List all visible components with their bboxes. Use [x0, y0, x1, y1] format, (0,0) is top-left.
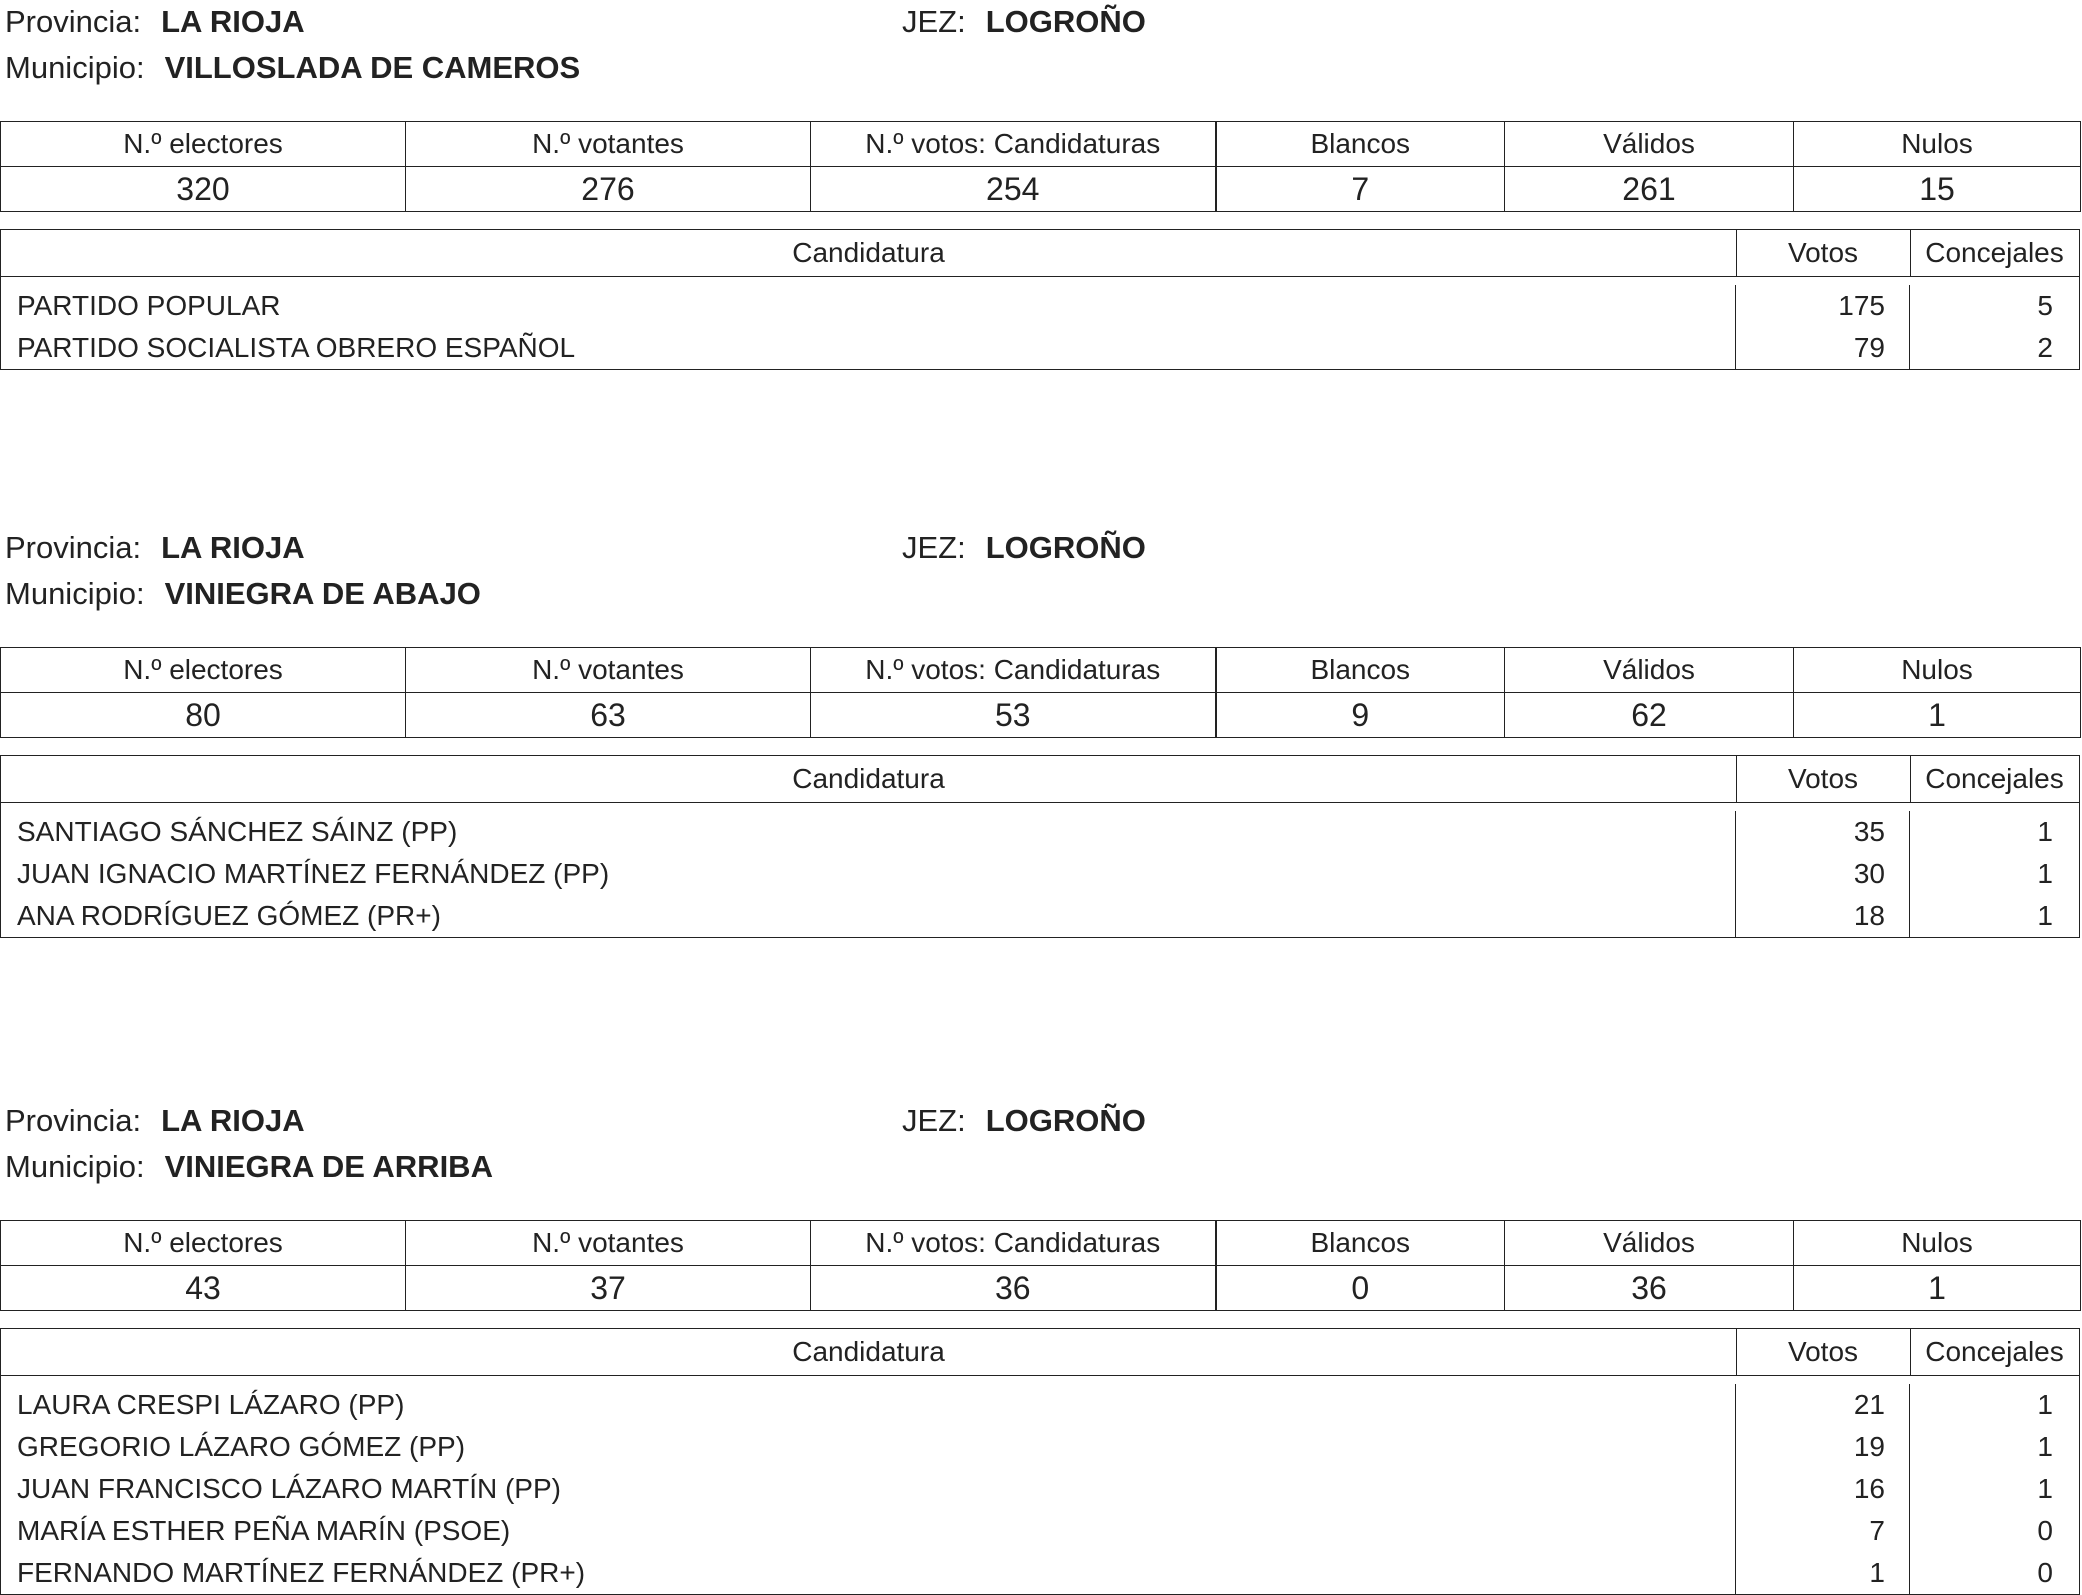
blancos-value: 7	[1216, 167, 1505, 212]
jez-value: LOGROÑO	[985, 1103, 1146, 1138]
candidatura-name: MARÍA ESTHER PEÑA MARÍN (PSOE)	[1, 1510, 1736, 1552]
provincia-label: Provincia:	[5, 530, 142, 565]
votos-header: Votos	[1736, 1329, 1911, 1375]
stats-table	[0, 121, 2081, 212]
candidatura-votos: 1	[1736, 1552, 1910, 1594]
candidatura-concejales: 1	[2037, 858, 2053, 889]
validos-header: Válidos	[1505, 648, 1794, 693]
candidatura-name: SANTIAGO SÁNCHEZ SÁINZ (PP)	[1, 811, 1736, 853]
candidatura-concejales: 1	[2037, 1389, 2053, 1420]
votantes-value: 63	[406, 693, 811, 738]
stats-header-row	[1, 1221, 2081, 1266]
votos-candidaturas-header: N.º votos: Candidaturas	[811, 648, 1216, 693]
table-row	[1, 853, 2079, 895]
table-row	[1, 895, 2079, 937]
table-row	[1, 327, 2079, 369]
validos-value: 36	[1505, 1266, 1794, 1311]
electores-header: N.º electores	[1, 648, 406, 693]
votos-candidaturas-header: N.º votos: Candidaturas	[811, 1221, 1216, 1266]
stats-table	[0, 647, 2081, 738]
candidatura-body	[1, 1376, 2079, 1594]
stats-header-row	[1, 648, 2081, 693]
stats-value-row	[1, 167, 2081, 212]
votos-candidaturas-header: N.º votos: Candidaturas	[811, 122, 1216, 167]
candidatura-votos: 18	[1736, 895, 1910, 937]
candidatura-concejales: 1	[2037, 816, 2053, 847]
validos-value: 261	[1505, 167, 1794, 212]
votos-candidaturas-value: 36	[811, 1266, 1216, 1311]
blancos-value: 0	[1216, 1266, 1505, 1311]
municipio-line	[5, 48, 580, 88]
table-row	[1, 1510, 2079, 1552]
jez-line	[902, 1101, 1146, 1141]
stats-value-row	[1, 693, 2081, 738]
candidatura-header-row	[1, 756, 2079, 803]
electores-value: 43	[1, 1266, 406, 1311]
jez-value: LOGROÑO	[985, 4, 1146, 39]
candidatura-name: LAURA CRESPI LÁZARO (PP)	[1, 1384, 1736, 1426]
votos-header: Votos	[1736, 230, 1911, 276]
candidatura-body	[1, 803, 2079, 937]
municipio-line	[5, 1147, 493, 1187]
validos-header: Válidos	[1505, 1221, 1794, 1266]
concejales-header: Concejales	[1925, 763, 2064, 794]
electores-value: 320	[1, 167, 406, 212]
candidatura-concejales: 0	[2037, 1515, 2053, 1546]
table-row	[1, 1384, 2079, 1426]
candidatura-header: Candidatura	[1, 1329, 1737, 1375]
electores-value: 80	[1, 693, 406, 738]
candidatura-votos: 19	[1736, 1426, 1910, 1468]
provincia-value: LA RIOJA	[161, 1103, 305, 1138]
candidatura-votos: 175	[1736, 285, 1910, 327]
candidatura-concejales: 1	[2037, 1431, 2053, 1462]
candidatura-name: GREGORIO LÁZARO GÓMEZ (PP)	[1, 1426, 1736, 1468]
concejales-header: Concejales	[1925, 237, 2064, 268]
nulos-header: Nulos	[1794, 122, 2081, 167]
blancos-header: Blancos	[1216, 1221, 1505, 1266]
votantes-value: 37	[406, 1266, 811, 1311]
votos-header: Votos	[1736, 756, 1911, 802]
votos-candidaturas-value: 254	[811, 167, 1216, 212]
candidatura-concejales: 2	[2037, 332, 2053, 363]
jez-line	[902, 528, 1146, 568]
concejales-header: Concejales	[1925, 1336, 2064, 1367]
municipio-value: VILLOSLADA DE CAMEROS	[164, 50, 581, 85]
provincia-label: Provincia:	[5, 1103, 142, 1138]
municipio-value: VINIEGRA DE ABAJO	[164, 576, 481, 611]
jez-label: JEZ:	[902, 1103, 966, 1138]
candidatura-name: JUAN FRANCISCO LÁZARO MARTÍN (PP)	[1, 1468, 1736, 1510]
jez-value: LOGROÑO	[985, 530, 1146, 565]
jez-line	[902, 2, 1146, 42]
candidatura-concejales: 1	[2037, 1473, 2053, 1504]
candidatura-body	[1, 277, 2079, 369]
votantes-header: N.º votantes	[406, 1221, 811, 1266]
provincia-label: Provincia:	[5, 4, 142, 39]
candidatura-name: ANA RODRÍGUEZ GÓMEZ (PR+)	[1, 895, 1736, 937]
candidatura-table	[0, 755, 2080, 938]
candidatura-name: FERNANDO MARTÍNEZ FERNÁNDEZ (PR+)	[1, 1552, 1736, 1594]
municipio-label: Municipio:	[5, 50, 145, 85]
votos-candidaturas-value: 53	[811, 693, 1216, 738]
candidatura-votos: 30	[1736, 853, 1910, 895]
electores-header: N.º electores	[1, 122, 406, 167]
blancos-header: Blancos	[1216, 648, 1505, 693]
provincia-line	[5, 528, 305, 568]
votantes-header: N.º votantes	[406, 648, 811, 693]
candidatura-votos: 7	[1736, 1510, 1910, 1552]
municipio-line	[5, 574, 481, 614]
candidatura-table	[0, 1328, 2080, 1595]
candidatura-header-row	[1, 1329, 2079, 1376]
candidatura-votos: 21	[1736, 1384, 1910, 1426]
candidatura-name: PARTIDO POPULAR	[1, 285, 1736, 327]
table-row	[1, 1468, 2079, 1510]
municipio-label: Municipio:	[5, 1149, 145, 1184]
candidatura-concejales: 5	[2037, 290, 2053, 321]
blancos-value: 9	[1216, 693, 1505, 738]
electores-header: N.º electores	[1, 1221, 406, 1266]
candidatura-name: JUAN IGNACIO MARTÍNEZ FERNÁNDEZ (PP)	[1, 853, 1736, 895]
validos-header: Válidos	[1505, 122, 1794, 167]
candidatura-concejales: 0	[2037, 1557, 2053, 1588]
stats-header-row	[1, 122, 2081, 167]
candidatura-concejales: 1	[2037, 900, 2053, 931]
jez-label: JEZ:	[902, 530, 966, 565]
table-row	[1, 1552, 2079, 1594]
nulos-value: 1	[1794, 693, 2081, 738]
nulos-value: 15	[1794, 167, 2081, 212]
table-row	[1, 285, 2079, 327]
municipio-label: Municipio:	[5, 576, 145, 611]
stats-value-row	[1, 1266, 2081, 1311]
table-row	[1, 811, 2079, 853]
validos-value: 62	[1505, 693, 1794, 738]
jez-label: JEZ:	[902, 4, 966, 39]
nulos-header: Nulos	[1794, 1221, 2081, 1266]
candidatura-table	[0, 229, 2080, 370]
candidatura-header: Candidatura	[1, 230, 1737, 276]
candidatura-votos: 35	[1736, 811, 1910, 853]
candidatura-votos: 79	[1736, 327, 1910, 369]
votantes-value: 276	[406, 167, 811, 212]
municipio-value: VINIEGRA DE ARRIBA	[164, 1149, 493, 1184]
table-row	[1, 1426, 2079, 1468]
nulos-value: 1	[1794, 1266, 2081, 1311]
provincia-line	[5, 2, 305, 42]
candidatura-header-row	[1, 230, 2079, 277]
stats-table	[0, 1220, 2081, 1311]
candidatura-header: Candidatura	[1, 756, 1737, 802]
votantes-header: N.º votantes	[406, 122, 811, 167]
blancos-header: Blancos	[1216, 122, 1505, 167]
candidatura-votos: 16	[1736, 1468, 1910, 1510]
provincia-value: LA RIOJA	[161, 4, 305, 39]
nulos-header: Nulos	[1794, 648, 2081, 693]
candidatura-name: PARTIDO SOCIALISTA OBRERO ESPAÑOL	[1, 327, 1736, 369]
provincia-line	[5, 1101, 305, 1141]
provincia-value: LA RIOJA	[161, 530, 305, 565]
